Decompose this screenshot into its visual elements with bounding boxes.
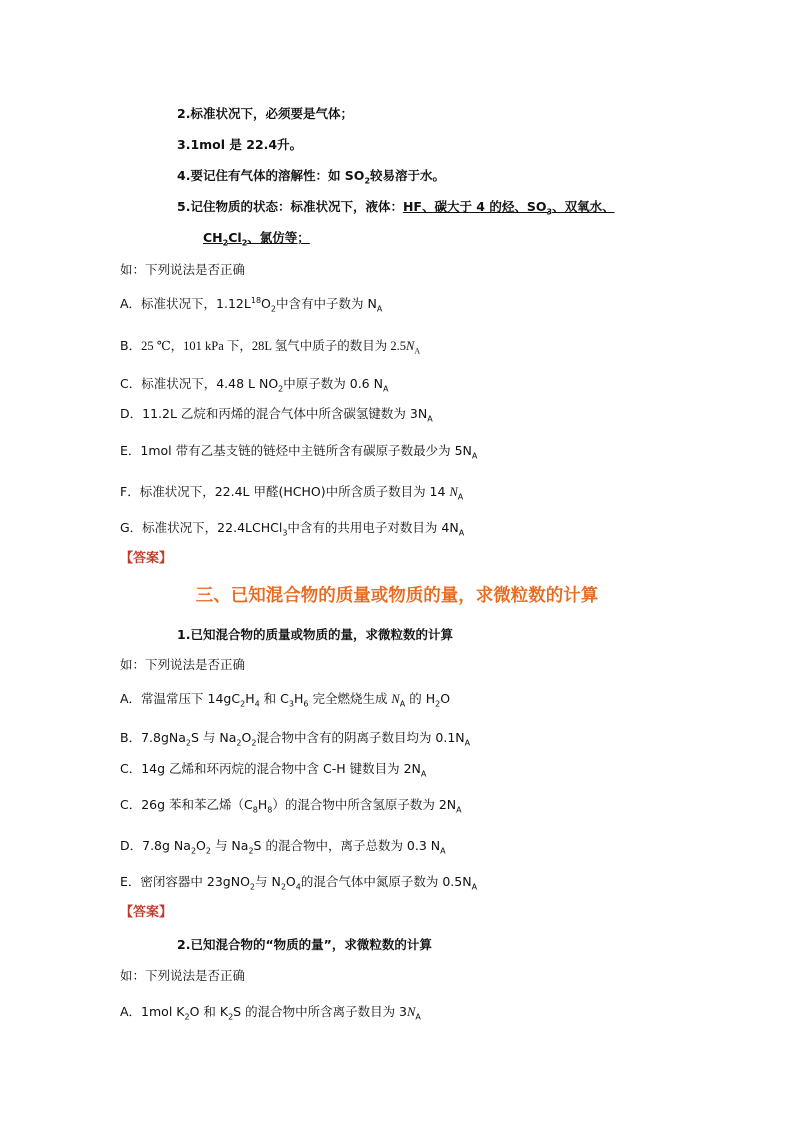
rule-2: 2.标准状况下，必须要是气体； (177, 106, 353, 121)
section-heading: 三、已知混合物的质量或物质的量，求微粒数的计算 (195, 586, 599, 606)
option-1c: C．标准状况下，4.48 L $NO_2$中原子数为 0.6 $N_A$ (120, 376, 389, 394)
option-2d: D．7.8g $Na_2O_2$ 与 $Na_2S$ 的混合物中，离子总数为 0.3 $N_A$ (120, 838, 446, 856)
option-3a: A．1mol $K_2O$ 和 $K_2S$ 的混合物中所含离子数目为 $3N_A$ (120, 1004, 421, 1022)
option-2a: A．常温常压下 $14gC_2H_4$ 和 $C_3H_6$ 完全燃烧生成 $N_A$ 的 $H_2O$ (120, 691, 451, 709)
answer-label-1: 【答案】 (120, 551, 173, 566)
subheading-2: 2.已知混合物的“物质的量”，求微粒数的计算 (177, 937, 432, 952)
intro-1: 如：下列说法是否正确 (120, 262, 246, 277)
option-1g: G．标准状况下，22.4LCHCl$_3$中含有的共用电子对数目为 $4N_A$ (120, 520, 465, 538)
option-2b: B．7.8gNa$_2$S 与 $Na_2O_2$混合物中含有的阴离子数目均为 $0.1N_A$ (120, 730, 471, 748)
option-1a: A．标准状况下，$1.12L^{18}O_2$中含有中子数为 $N_A$ (120, 295, 383, 314)
option-1d: D．11.2L 乙烷和丙烯的混合气体中所含碳氢键数为 $3N_A$ (120, 406, 433, 424)
option-1b: B．25 ℃，101 kPa 下，28L 氢气中质子的数目为 $2.5N_A$ (120, 338, 421, 356)
intro-2: 如：下列说法是否正确 (120, 657, 246, 672)
option-2e: E．密闭容器中 23gNO$_2$与 $N_2O_4$的混合气体中氮原子数为 $0.5N_A$ (120, 874, 478, 892)
intro-3: 如：下列说法是否正确 (120, 968, 246, 983)
subheading-1: 1.已知混合物的质量或物质的量，求微粒数的计算 (177, 627, 453, 642)
rule-4: 4.要记住有气体的溶解性：如 $SO_2$较易溶于水。 (177, 168, 446, 186)
rule-5: 5.记住物质的状态：标准状况下，液体：HF、碳大于 4 的烃、$SO_3$、双氧水、 (177, 199, 615, 217)
option-1f: F．标准状况下，22.4L 甲醛(HCHO)中所含质子数目为 14 $N_A$ (120, 484, 464, 502)
rule-5-cont: $CH_2Cl_2$、氯仿等； (203, 230, 310, 248)
option-1e: E．1mol 带有乙基支链的链烃中主链所含有碳原子数最少为 $5N_A$ (120, 443, 478, 461)
option-2c: C．14g 乙烯和环丙烷的混合物中含 C-H 键数目为 $2N_A$ (120, 761, 427, 779)
rule-3: 3.1mol 是 22.4升。 (177, 137, 303, 152)
answer-label-2: 【答案】 (120, 905, 173, 920)
option-2c-2: C．26g 苯和苯乙烯$(C_8H_8)$的混合物中所含氢原子数为 $2N_A$ (120, 797, 462, 815)
